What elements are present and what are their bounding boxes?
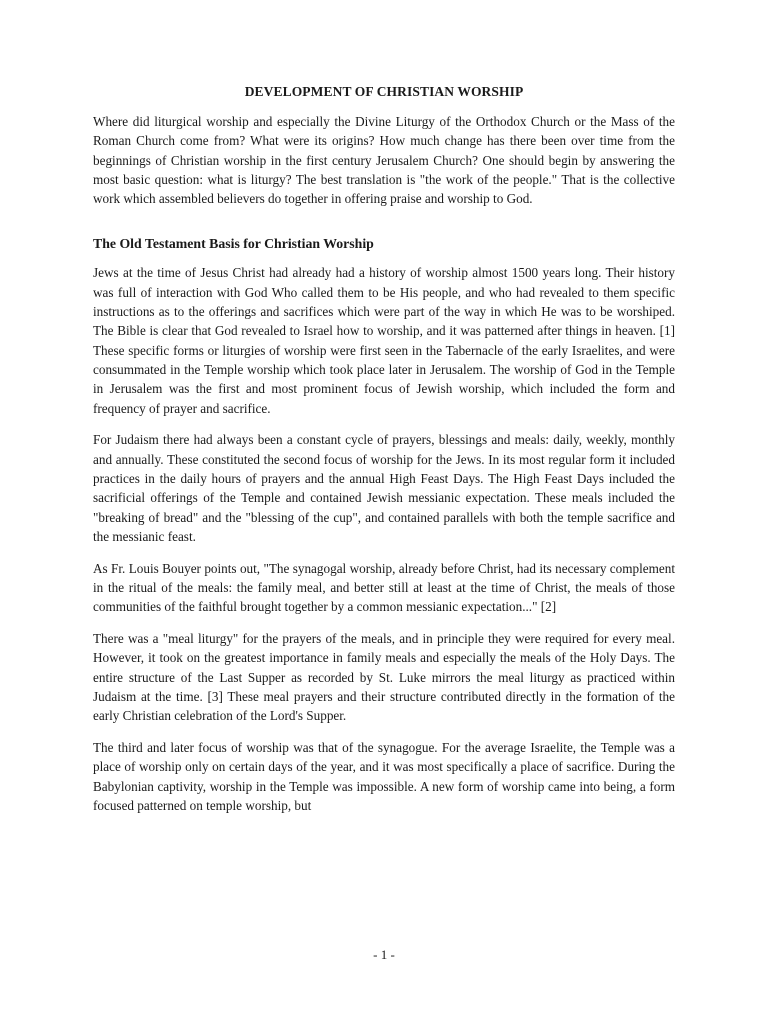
intro-paragraph: Where did liturgical worship and especially the Divine Liturgy of the Orthodox Church or the Mass of the Roman Church come from? What were its origins? How much change has there been over time from the beginnings of Christian worship in the first century Jerusalem Church? One should begin by answering the most basic question: what is liturgy? The best translation is "the work of the people." That is the collective work which assembled believers do together in offering praise and worship to God. <box>93 114 675 207</box>
document-title: DEVELOPMENT OF CHRISTIAN WORSHIP <box>244 84 524 99</box>
body-paragraph-4: There was a "meal liturgy" for the prayers of the meals, and in principle they were required for every meal. However, it took on the greatest importance in family meals and especially the meals of the Holy Days. The entire structure of the Last Supper as recorded by St. Luke mirrors the meal liturgy as practiced within Judaism at the time. [3] These meal prayers and their structure contributed directly in the formation of the early Christian celebration of the Lord's Supper. <box>93 631 675 724</box>
document-body <box>93 84 675 828</box>
body-paragraph-5: The third and later focus of worship was that of the synagogue. For the average Israelite, the Temple was a place of worship only on certain days of the year, and it was most specifically a place of sacrifice. During the Babylonian captivity, worship in the Temple was impossible. A new form of worship came into being, a form focused patterned on temple worship, but <box>93 740 675 813</box>
body-paragraph-2: For Judaism there had always been a constant cycle of prayers, blessings and meals: daily, weekly, monthly and annually. These constituted the second focus of worship for the Jews. In its most regular form it included practices in the daily hours of prayers and the annual High Feast Days. The High Feast Days included the sacrificial offerings of the Temple and contained Jewish messianic expectation. These meals included the "breaking of bread" and the "blessing of the cup", and contained parallels with both the temple sacrifice and the messianic feast. <box>93 432 675 544</box>
body-paragraph-1: Jews at the time of Jesus Christ had already had a history of worship almost 1500 years long. Their history was full of interaction with God Who called them to be His people, and who had revealed to them specific instructions as to the offerings and sacrifices which were part of the way in which He was to be worshiped. The Bible is clear that God revealed to Israel how to worship, and it was patterned after things in heaven. [1] These specific forms or liturgies of worship were first seen in the Tabernacle of the early Israelites, and were consummated in the Temple worship which took place later in Jerusalem. The worship of God in the Temple in Jerusalem was the first and most prominent focus of Jewish worship, which included the form and frequency of prayer and sacrifice. <box>93 265 675 416</box>
body-paragraph-3: As Fr. Louis Bouyer points out, "The synagogal worship, already before Christ, had its necessary complement in the ritual of the meals: the family meal, and better still at least at the time of Christ, the meals of those communities of the faithful brought together by a common messianic expectation..." [2] <box>93 560 675 615</box>
page-number: - 1 - <box>373 947 395 962</box>
section-heading: The Old Testament Basis for Christian Worship <box>93 236 374 252</box>
